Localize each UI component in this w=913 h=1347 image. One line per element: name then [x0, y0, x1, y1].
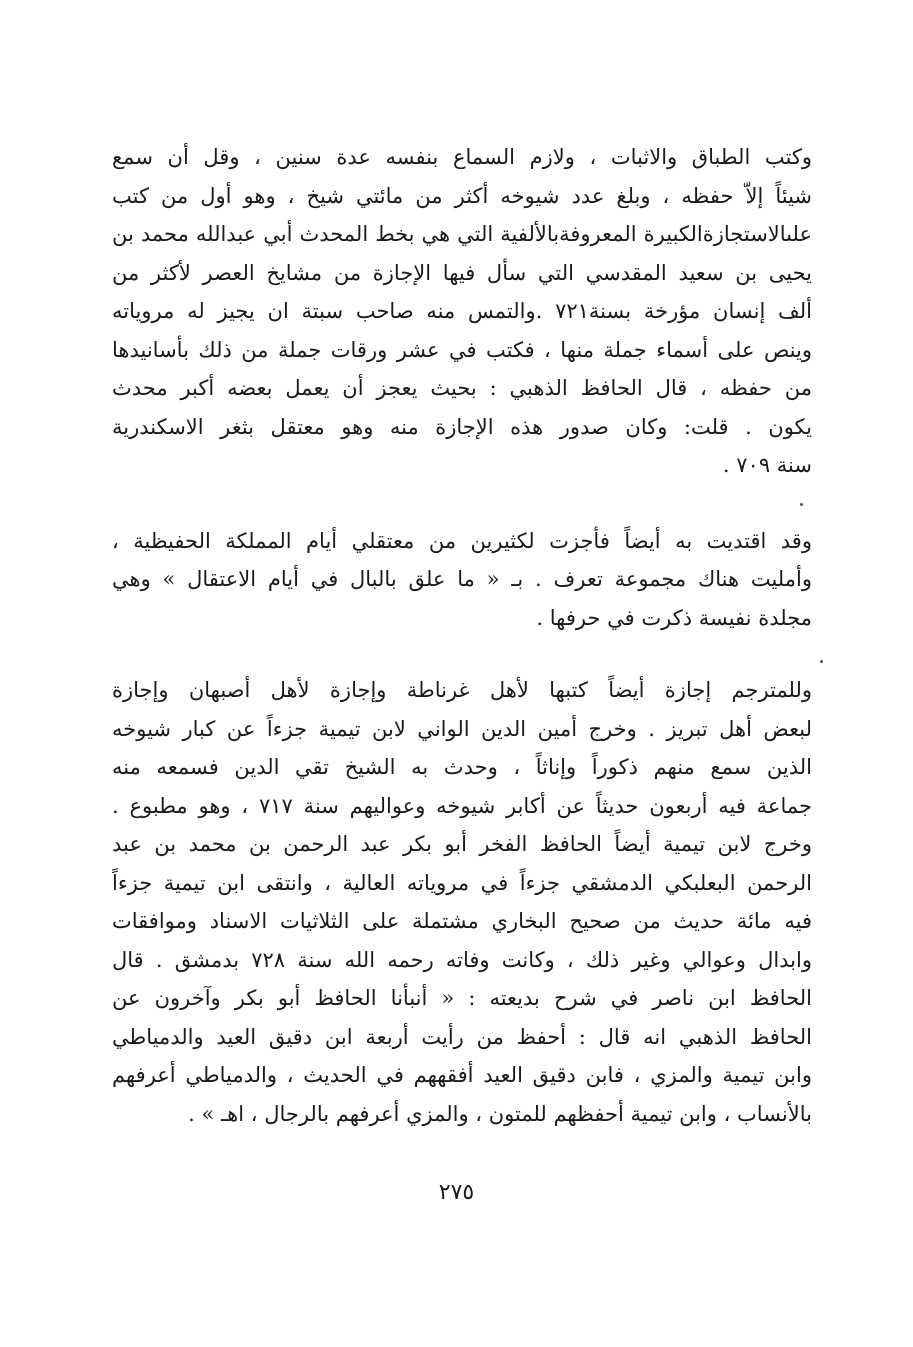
text-line: وينص على أسماء جملة منها ، فكتب في عشر ورقات جملة من ذلك بأسانيدها: [112, 337, 812, 362]
text-line: الذين سمع منهم ذكوراً وإناثاً ، وحدث به الشيخ تقي الدين فسمعه منه: [112, 755, 812, 779]
text-line: شيئاً إلاّ حفظه ، وبلغ عدد شيوخه أكثر من مائتي شيخ ، وهو أول من كتب: [112, 183, 812, 208]
text-line: علىالاستجازةالكبيرة المعروفةبالألفية التي هي بخط المحدث أبي عبدالله محمد بن: [112, 222, 812, 246]
text-line: مجلدة نفيسة ذكرت في حرفها .: [536, 605, 812, 630]
paragraph-3: [112, 671, 812, 1133]
text-line: لبعض أهل تبريز . وخرج أمين الدين الواني لابن تيمية جزءاً عن كبار شيوخه: [112, 716, 812, 741]
page-body: [112, 138, 812, 1133]
text-line: وابن تيمية والمزي ، فابن دقيق العيد أفقههم في الحديث ، والدمياطي أعرفهم: [112, 1063, 812, 1087]
paragraph-gap: [112, 485, 812, 522]
text-line: فيه مائة حديث من صحيح البخاري مشتملة على الثلاثيات الاسناد وموافقات: [112, 909, 812, 933]
paragraph-gap: [112, 637, 812, 671]
text-line: يكون . قلت: وكان صدور هذه الإجازة منه وهو معتقل بثغر الاسكندرية: [112, 414, 812, 439]
text-line: الرحمن البعلبكي الدمشقي جزءاً في مروياته العالية ، وانتقى ابن تيمية جزءاً: [112, 870, 812, 895]
text-line: وقد اقتديت به أيضاً فأجزت لكثيرين من معتقلي أيام المملكة الحفيظية ،: [112, 528, 812, 553]
paragraph-1: [112, 138, 812, 485]
text-line: وللمترجم إجازة أيضاً كتبها لأهل غرناطة وإجازة لأهل أصبهان وإجازة: [112, 678, 812, 702]
text-line: الحافظ ابن ناصر في شرح بديعته : « أنبأنا الحافظ أبو بكر وآخرون عن: [112, 986, 812, 1010]
text-line: بالأنساب ، وابن تيمية أحفظهم للمتون ، والمزي أعرفهم بالرجال ، اهـ » .: [188, 1101, 812, 1126]
text-line: يحيى بن سعيد المقدسي التي سأل فيها الإجازة من مشايخ العصر لأكثر من: [112, 260, 812, 285]
scan-speck: [800, 503, 803, 506]
text-line: من حفظه ، قال الحافظ الذهبي : بحيث يعجز أن يعمل بعضه أكبر محدث: [112, 376, 812, 400]
text-line: وخرج لابن تيمية أيضاً الحافظ الفخر أبو بكر عبد الرحمن بن محمد بن عبد: [112, 832, 812, 856]
text-line: ألف إنسان مؤرخة بسنة٧٢١ .والتمس منه صاحب سبتة ان يجيز له مروياته: [112, 299, 812, 323]
text-line: جماعة فيه أربعون حديثاً عن أكابر شيوخه وعواليهم سنة ٧١٧ ، وهو مطبوع .: [112, 793, 812, 818]
scan-speck: [820, 660, 823, 663]
text-line: وكتب الطباق والاثبات ، ولازم السماع بنفسه عدة سنين ، وقل أن سمع: [112, 145, 812, 169]
text-line: الحافظ الذهبي انه قال : أحفظ من رأيت أربعة ابن دقيق العيد والدمياطي: [112, 1024, 812, 1049]
text-line: وأمليت هناك مجموعة تعرف . بـ « ما علق بالبال في أيام الاعتقال » وهي: [112, 567, 812, 591]
text-line: سنة ٧٠٩ .: [722, 453, 812, 477]
text-line: وابدال وعوالي وغير ذلك ، وكانت وفاته رحمه الله سنة ٧٢٨ بدمشق . قال: [112, 947, 812, 972]
paragraph-2: [112, 522, 812, 638]
page-number: ٢٧٥: [438, 1180, 475, 1205]
